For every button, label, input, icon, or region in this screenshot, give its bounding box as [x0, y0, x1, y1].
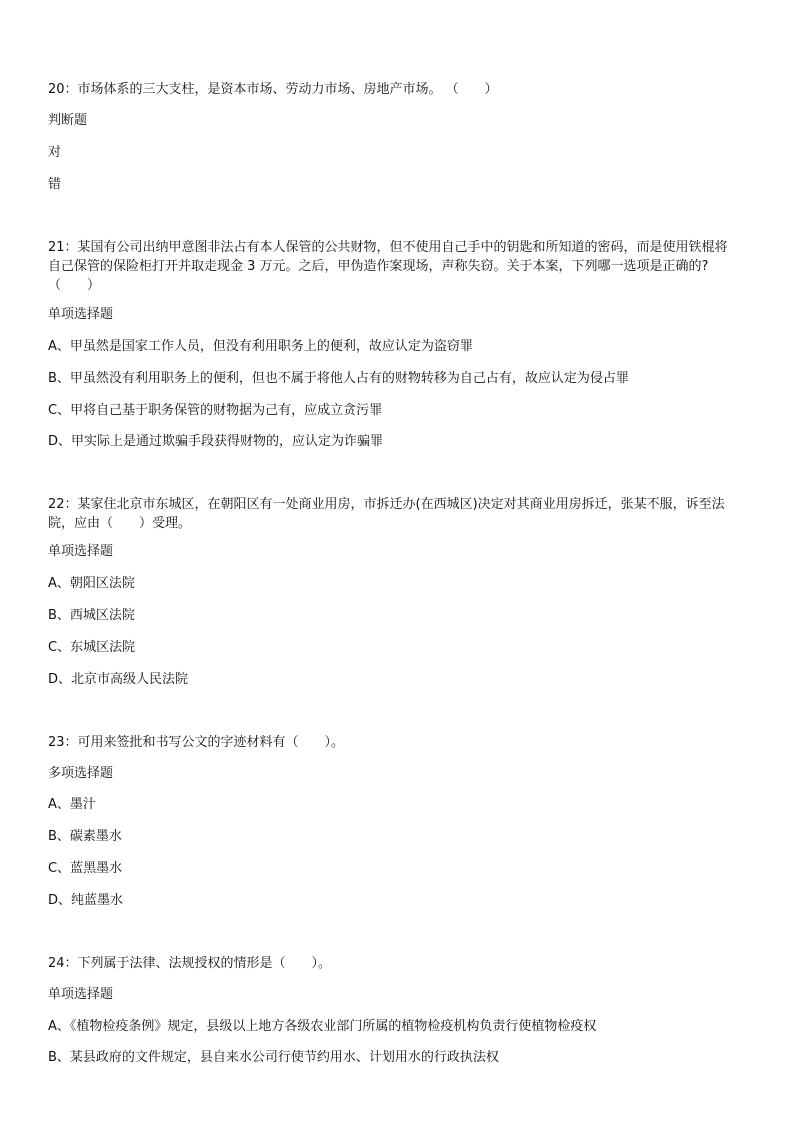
- question-22-type: 单项选择题: [48, 544, 114, 559]
- question-24-stem: 24：下列属于法律、法规授权的情形是（ ）。: [48, 956, 332, 971]
- question-23-stem: 23：可用来签批和书写公文的字迹材料有（ ）。: [48, 735, 345, 750]
- question-21-type: 单项选择题: [48, 307, 114, 322]
- question-23-option-c: C、蓝黑墨水: [48, 861, 123, 876]
- question-23-option-a: A、墨汁: [48, 797, 96, 812]
- question-24-option-a: A、《植物检疫条例》规定，县级以上地方各级农业部门所属的植物检疫机构负责行使植物检疫权: [48, 1019, 597, 1034]
- question-22-option-a: A、朝阳区法院: [48, 576, 135, 591]
- question-24-option-b: B、某县政府的文件规定，县自来水公司行使节约用水、计划用水的行政执法权: [48, 1050, 499, 1065]
- question-23-type: 多项选择题: [48, 766, 114, 781]
- question-20-option-1: 对: [48, 145, 62, 160]
- question-22-stem: 22：某家住北京市东城区，在朝阳区有一处商业用房，市拆迁办(在西城区)决定对其商业用房拆迁，张某不服，诉至法院，应由（ ）受理。: [48, 497, 725, 531]
- question-21-option-a: A、甲虽然是国家工作人员，但没有利用职务上的便利，故应认定为盗窃罪: [48, 339, 473, 354]
- question-22-option-c: C、东城区法院: [48, 640, 136, 655]
- question-21-option-d: D、甲实际上是通过欺骗手段获得财物的，应认定为诈骗罪: [48, 434, 384, 449]
- question-21-option-c: C、甲将自己基于职务保管的财物据为己有，应成立贪污罪: [48, 403, 383, 418]
- question-21-option-b: B、甲虽然没有利用职务上的便利，但也不属于将他人占有的财物转移为自己占有，故应认定为侵占罪: [48, 371, 629, 386]
- question-22-option-b: B、西城区法院: [48, 608, 135, 623]
- question-20-stem: 20：市场体系的三大支柱，是资本市场、劳动力市场、房地产市场。 （ ）: [48, 82, 498, 97]
- question-20-type: 判断题: [48, 113, 88, 128]
- question-22-option-d: D、北京市高级人民法院: [48, 672, 189, 687]
- question-21-stem: 21：某国有公司出纳甲意图非法占有本人保管的公共财物，但不使用自己手中的钥匙和所知道的密码，而是使用铁棍将自己保管的保险柜打开并取走现金 3 万元。之后，甲伪造作案现场，声称失窃。关于本案，下列哪一选项是正确的?（ ）: [48, 240, 728, 293]
- question-23-option-b: B、碳素墨水: [48, 829, 122, 844]
- question-24-type: 单项选择题: [48, 987, 114, 1002]
- question-23-option-d: D、纯蓝墨水: [48, 893, 124, 908]
- question-20-option-2: 错: [48, 177, 62, 192]
